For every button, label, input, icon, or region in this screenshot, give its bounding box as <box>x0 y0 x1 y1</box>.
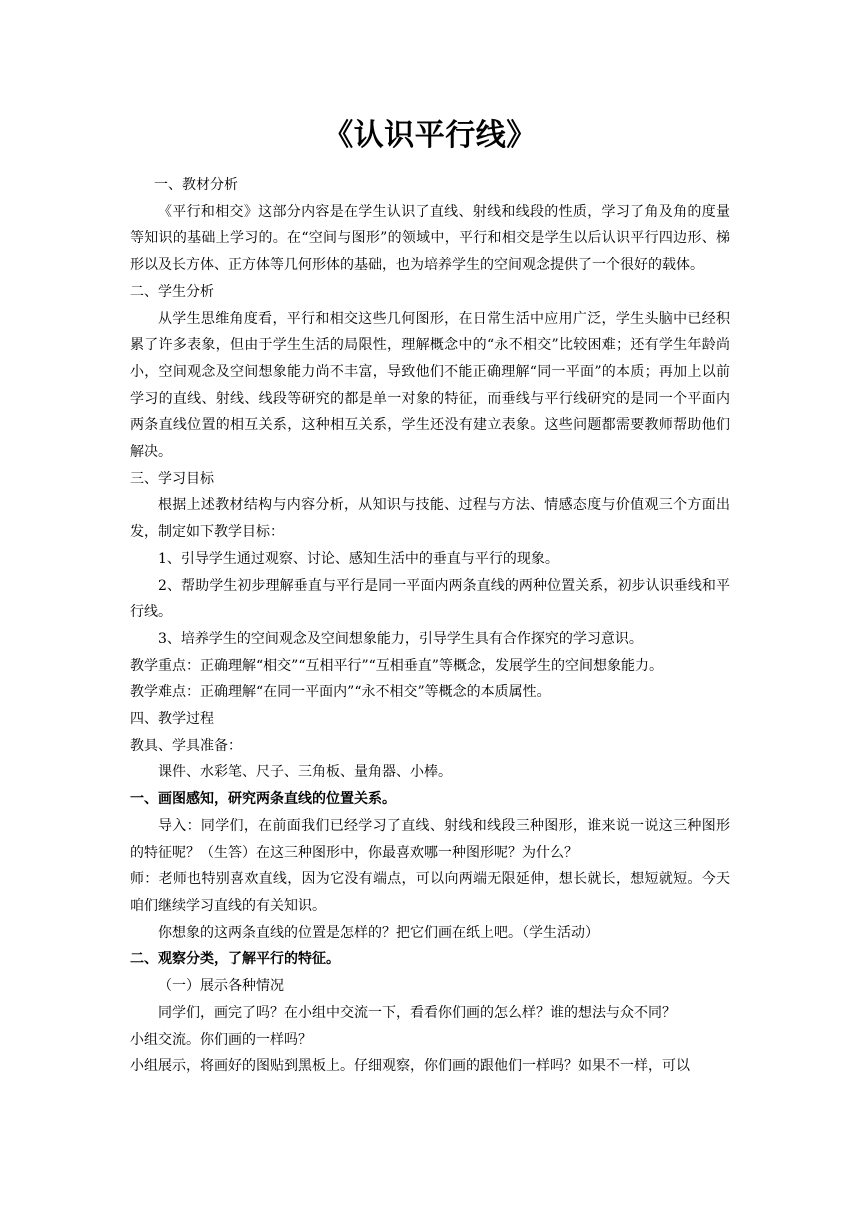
document-body <box>130 172 730 1080</box>
paragraph: 四、教学过程 <box>130 711 214 728</box>
paragraph: 小组展示，将画好的图贴到黑板上。仔细观察，你们画的跟他们一样吗？如果不一样，可以 <box>130 1058 690 1075</box>
paragraph: 你想象的这两条直线的位置是怎样的？把它们画在纸上吧。（学生活动） <box>158 924 599 941</box>
paragraph: 同学们，画完了吗？在小组中交流一下，看看你们画的怎么样？谁的想法与众不同？ <box>158 1004 676 1021</box>
paragraph: 教具、学具准备： <box>130 737 242 754</box>
paragraph: 教学难点：正确理解“在同一平面内”“永不相交”等概念的本质属性。 <box>130 684 551 701</box>
paragraph: 课件、水彩笔、尺子、三角板、量角器、小棒。 <box>158 764 452 781</box>
paragraph: 根据上述教材结构与内容分析，从知识与技能、过程与方法、情感态度与价值观三个方面出发，制定如下教学目标： <box>130 497 730 541</box>
document-title: 《认识平行线》 <box>323 118 537 153</box>
paragraph: 一、教材分析 <box>154 177 238 193</box>
paragraph: 1、引导学生通过观察、讨论、感知生活中的垂直与平行的现象。 <box>158 550 559 567</box>
paragraph: 二、观察分类，了解平行的特征。 <box>130 951 340 968</box>
paragraph: 一、画图感知，研究两条直线的位置关系。 <box>130 791 396 808</box>
paragraph: 导入：同学们，在前面我们已经学习了直线、射线和线段三种图形，谁来说一说这三种图形的特征呢？（生答）在这三种图形中，你最喜欢哪一种图形呢？为什么？ <box>130 817 730 861</box>
paragraph: 二、学生分析 <box>130 283 214 300</box>
paragraph: 《平行和相交》这部分内容是在学生认识了直线、射线和线段的性质，学习了角及角的度量等知识的基础上学习的。在“空间与图形”的领域中，平行和相交是学生以后认识平行四边形、梯形以及长方体、正方体等几何形体的基础，也为培养学生的空间观念提供了一个很好的载体。 <box>130 203 730 274</box>
paragraph: 三、学习目标 <box>130 470 214 487</box>
paragraph: 2、帮助学生初步理解垂直与平行是同一平面内两条直线的两种位置关系，初步认识垂线和平行线。 <box>130 577 730 621</box>
paragraph: 教学重点：正确理解“相交”“互相平行”“互相垂直”等概念，发展学生的空间想象能力。 <box>130 657 663 674</box>
paragraph: 小组交流。你们画的一样吗？ <box>130 1031 312 1048</box>
paragraph: 3、培养学生的空间观念及空间想象能力，引导学生具有合作探究的学习意识。 <box>158 630 643 647</box>
paragraph: 从学生思维角度看，平行和相交这些几何图形，在日常生活中应用广泛，学生头脑中已经积累了许多表象，但由于学生生活的局限性，理解概念中的“永不相交”比较困难；还有学生年龄尚小，空间观念及空间想象能力尚不丰富，导致他们不能正确理解“同一平面”的本质；再加上以前学习的直线、射线、线段等研究的都是单一对象的特征，而垂线与平行线研究的是同一个平面内两条直线位置的相互关系，这种相互关系，学生还没有建立表象。这些问题都需要教师帮助他们解决。 <box>130 310 730 461</box>
paragraph: 师：老师也特别喜欢直线，因为它没有端点，可以向两端无限延伸，想长就长，想短就短。今天咱们继续学习直线的有关知识。 <box>130 871 730 914</box>
paragraph: （一）展示各种情况 <box>158 978 284 995</box>
